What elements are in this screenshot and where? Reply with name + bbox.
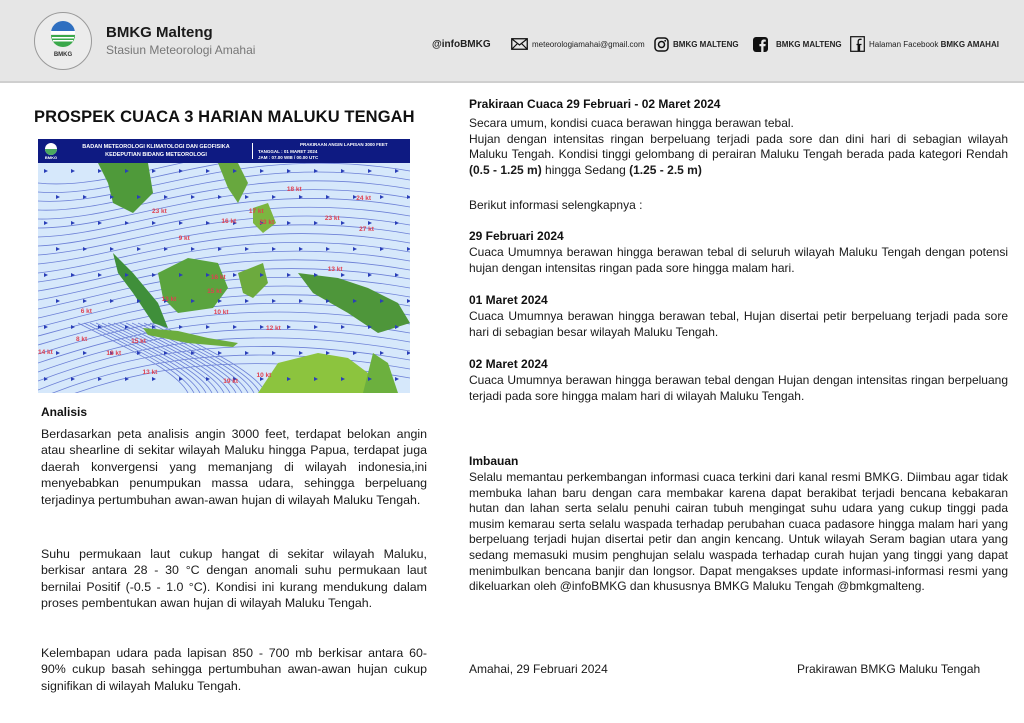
wind-arrow [152, 221, 156, 225]
facebook-icon [753, 37, 768, 52]
bmkg-logo [34, 12, 92, 70]
wind-arrow [98, 221, 102, 225]
wind-arrow [191, 195, 195, 199]
wind-arrow [272, 195, 276, 199]
landmass [298, 273, 410, 333]
email-text: meteorologiamahai@gmail.com [532, 39, 645, 49]
wind-arrow [233, 325, 237, 329]
landmass [363, 353, 398, 393]
wind-map [38, 139, 410, 393]
wind-speed-label: 13 kt [327, 266, 343, 274]
wind-arrow [44, 169, 48, 173]
wind-arrow [98, 273, 102, 277]
wind-arrow [56, 247, 60, 251]
wind-arrow [218, 299, 222, 303]
wind-speed-label: 10 kt [256, 371, 272, 379]
wind-arrow [152, 169, 156, 173]
summary-line: Secara umum, kondisi cuaca berawan hingga berawan tebal. [469, 116, 794, 130]
wind-arrow [245, 247, 249, 251]
page-header [0, 0, 1024, 83]
wind-arrow [287, 221, 291, 225]
email-icon [511, 38, 528, 50]
wind-arrow [260, 325, 264, 329]
wind-arrow [218, 195, 222, 199]
advisory-heading: Imbauan [469, 454, 519, 468]
wind-speed-label: 17 kt [248, 208, 264, 216]
wind-arrow [395, 221, 399, 225]
wind-arrow [314, 221, 318, 225]
map-banner-divider [252, 143, 253, 159]
more-info-text: Berikut informasi selengkapnya : [469, 198, 643, 212]
analysis-paragraph-3: Kelembapan udara pada lapisan 850 - 700 mb berkisar antara 60-90% cukup basah sehingga pertumbuhan awan-awan hujan cukup signifikan di wilayah Maluku Tengah. [41, 646, 427, 693]
wind-arrow [71, 221, 75, 225]
day-1-date: 29 Februari 2024 [469, 229, 564, 243]
wind-arrow [287, 273, 291, 277]
wind-arrow [44, 273, 48, 277]
wind-arrow [83, 299, 87, 303]
wind-arrow [71, 169, 75, 173]
wind-arrow [407, 195, 410, 199]
day-3-date: 02 Maret 2024 [469, 357, 548, 371]
wind-speed-label: 12 kt [266, 325, 281, 333]
facebook-page-prefix: Halaman Facebook [869, 39, 941, 49]
facebook-text: BMKG MALTENG [776, 39, 842, 49]
wind-speed-label: 15 kt [207, 287, 222, 295]
wind-arrow [326, 351, 330, 355]
wind-arrow [299, 247, 303, 251]
wind-arrow [191, 247, 195, 251]
wave-low: (0.5 - 1.25 m) [469, 162, 542, 177]
wind-arrow [368, 221, 372, 225]
map-product: PRAKIRAAN ANGIN LAPISAN 3000 FEET [300, 142, 388, 147]
wind-arrow [125, 221, 129, 225]
wind-arrow [272, 247, 276, 251]
instagram-text: BMKG MALTENG [673, 39, 739, 49]
wind-arrow [287, 325, 291, 329]
map-date: TANGGAL : 01 MARET 2024 [258, 149, 318, 154]
map-bmkg-logo-icon [42, 142, 60, 160]
wind-arrow [44, 221, 48, 225]
wind-speed-label: 14 kt [38, 348, 53, 356]
wind-arrow [71, 377, 75, 381]
wind-arrow [272, 351, 276, 355]
wind-speed-label: 23 kt [152, 207, 167, 215]
summary-text: Hujan dengan intensitas ringan berpeluang terjadi pada sore dan dini hari di sebagian wilayah Maluku Tengah. Kondisi tinggi gelombang di perairan Maluku Tengah berada pada kategori Rendah [469, 131, 1008, 162]
wind-arrow [233, 273, 237, 277]
landmass [113, 253, 168, 328]
instagram-icon [654, 37, 669, 52]
wind-arrow [341, 325, 345, 329]
wind-arrow [380, 351, 384, 355]
wind-arrow [83, 247, 87, 251]
brand-title: BMKG Malteng [106, 24, 213, 41]
wind-arrow [395, 273, 399, 277]
wind-arrow [395, 169, 399, 173]
analysis-paragraph-1: Berdasarkan peta analisis angin 3000 feet, terdapat belokan angin atau shearline di sekitar wilayah Maluku hingga Papua, terdapat juga daerah konvergensi yang memanjang di wilayah indonesia,ini menyebabkan penumpukan massa udara, sehingga berpeluang terjadinya pertumbuhan awan-awan hujan di wilayah Maluku Tengah. [41, 427, 427, 507]
landmass [238, 263, 268, 298]
wind-arrow [314, 325, 318, 329]
wind-speed-label: 23 kt [259, 219, 275, 227]
map-time: JAM : 07.00 WIB / 00.00 UTC [258, 155, 319, 160]
footer-place-date: Amahai, 29 Februari 2024 [469, 662, 608, 676]
brand-subtitle: Stasiun Meteorologi Amahai [106, 43, 256, 57]
bmkg-logo-icon [47, 21, 79, 59]
wind-arrow [71, 273, 75, 277]
map-banner-line1: BADAN METEOROLOGI KLIMATOLOGI DAN GEOFISIKA [82, 144, 230, 150]
facebook-contact[interactable] [753, 35, 842, 53]
twitter-handle[interactable]: @infoBMKG [432, 38, 491, 50]
wind-arrow [56, 351, 60, 355]
wind-arrow [179, 221, 183, 225]
wind-arrow [152, 273, 156, 277]
facebook-page-name: BMKG AMAHAI [940, 39, 999, 49]
footer-signature: Prakirawan BMKG Maluku Tengah [797, 662, 981, 676]
wind-arrow [164, 351, 168, 355]
day-2-date: 01 Maret 2024 [469, 293, 548, 307]
wind-speed-label: 16 kt [221, 218, 237, 226]
analysis-heading: Analisis [41, 405, 88, 419]
map-banner [38, 139, 410, 163]
wind-arrow [44, 325, 48, 329]
facebook-outline-icon [850, 36, 865, 52]
wind-arrow [395, 377, 399, 381]
wind-speed-label: 10 kt [213, 309, 229, 317]
wave-mid: (1.25 - 2.5 m) [629, 162, 702, 177]
wind-arrow [341, 273, 345, 277]
wind-arrow [260, 169, 264, 173]
day-2-text: Cuaca Umumnya berawan hingga berawan tebal, Hujan disertai petir berpeluang terjadi pada sore hari di sebagian besar wilayah Maluku Tengah. [469, 309, 1008, 339]
wind-arrow [299, 299, 303, 303]
wind-arrow [206, 325, 210, 329]
map-banner-line2: KEDEPUTIAN BIDANG METEOROLOGI [105, 152, 207, 158]
wind-arrow [272, 299, 276, 303]
wind-arrow [152, 377, 156, 381]
wind-arrow [206, 169, 210, 173]
wind-speed-label: 9 kt [178, 234, 190, 242]
day-1-text: Cuaca Umumnya berawan hingga berawan tebal di seluruh wilayah Maluku Tengah dengan potensi hujan dengan intensitas ringan pada sore hingga malam hari. [469, 245, 1008, 275]
wind-arrow [71, 325, 75, 329]
wind-speed-label: 23 kt [324, 214, 340, 222]
wind-speed-label: 27 kt [359, 225, 374, 233]
wind-speed-label: 24 kt [356, 194, 372, 202]
wind-arrow [353, 247, 357, 251]
advisory-text: Selalu memantau perkembangan informasi cuaca terkini dari kanal resmi BMKG. Diimbau agar tidak membuka lahan baru dengan cara membakar karena dapat berakibat terjadi bencana kebakaran hutan dan lahan serta selalu penuhi cairan tubuh mengingat suhu udara yang cukup tinggi pada musim kemarau serta selalu waspada terhadap perubahan cuaca padasore hingga malam hari yang berpeluang terjadi hujan disertai petir dan angin kencang. Untuk wilayah Seram bagian utara yang sedang memasuki musim penghujan selalu waspada terhadap curah hujan yang tinggi yang dapat menimbulkan bencana banjir dan longsor. Dapat mengakses update informasi-informasi resmi yang dikeluarkan oleh @infoBMKG dan khususnya BMKG Maluku Tengah @bmkgmalteng. [469, 470, 1008, 594]
wind-speed-label: 16 kt [210, 274, 226, 282]
wind-arrow [56, 299, 60, 303]
wind-arrow [407, 299, 410, 303]
wind-speed-label: 13 kt [161, 295, 177, 303]
wind-arrow [218, 351, 222, 355]
wind-speed-label: 19 kt [223, 377, 239, 385]
wind-arrow [407, 351, 410, 355]
wind-arrow [299, 351, 303, 355]
page-title: PROSPEK CUACA 3 HARIAN MALUKU TENGAH [34, 108, 415, 126]
wind-arrow [341, 221, 345, 225]
wind-speed-label: 8 kt [76, 335, 88, 343]
landmass [258, 353, 378, 393]
wind-speed-label: 15 kt [131, 338, 146, 346]
summary-mid: hingga Sedang [541, 162, 630, 177]
wind-arrow [125, 325, 129, 329]
wind-arrow [83, 351, 87, 355]
wind-arrow [245, 351, 249, 355]
day-3-text: Cuaca Umumnya berawan hingga berawan tebal dengan Hujan dengan intensitas ringan berpeluang terjadi pada sore hingga malam hari di wilayah Maluku Tengah. [469, 373, 1008, 403]
wind-arrow [98, 377, 102, 381]
wind-arrow [407, 247, 410, 251]
instagram-contact[interactable] [654, 35, 739, 53]
wind-arrow [380, 195, 384, 199]
wind-arrow [179, 169, 183, 173]
wind-speed-label: 18 kt [286, 186, 302, 194]
wind-arrow [110, 247, 114, 251]
facebook-page-contact[interactable] [850, 35, 999, 53]
email-contact[interactable] [511, 35, 645, 53]
analysis-paragraph-2: Suhu permukaan laut cukup hangat di sekitar wilayah Maluku, berkisar antara 28 - 30 °C dengan anomali suhu permukaan laut bernilai Positif (-0.5 - 1.0 °C). Kondisi ini kurang mendukung dalam proses pembentukan awan hujan di wilayah Maluku Tengah. [41, 547, 427, 611]
svg-text:BMKG: BMKG [53, 52, 73, 58]
wind-arrow [245, 299, 249, 303]
forecast-summary [469, 116, 1008, 178]
wind-arrow [368, 169, 372, 173]
wind-speed-label: 13 kt [142, 368, 158, 376]
wind-speed-label: 18 kt [106, 349, 122, 357]
facebook-page-text [869, 40, 999, 49]
wind-arrow [245, 195, 249, 199]
wind-arrow [137, 247, 141, 251]
wind-arrow [179, 325, 183, 329]
svg-text:BMKG: BMKG [44, 155, 58, 160]
wind-arrow [56, 195, 60, 199]
forecast-heading: Prakiraan Cuaca 29 Februari - 02 Maret 2024 [469, 97, 721, 111]
wind-arrow [326, 247, 330, 251]
wind-speed-label: 6 kt [80, 308, 92, 315]
